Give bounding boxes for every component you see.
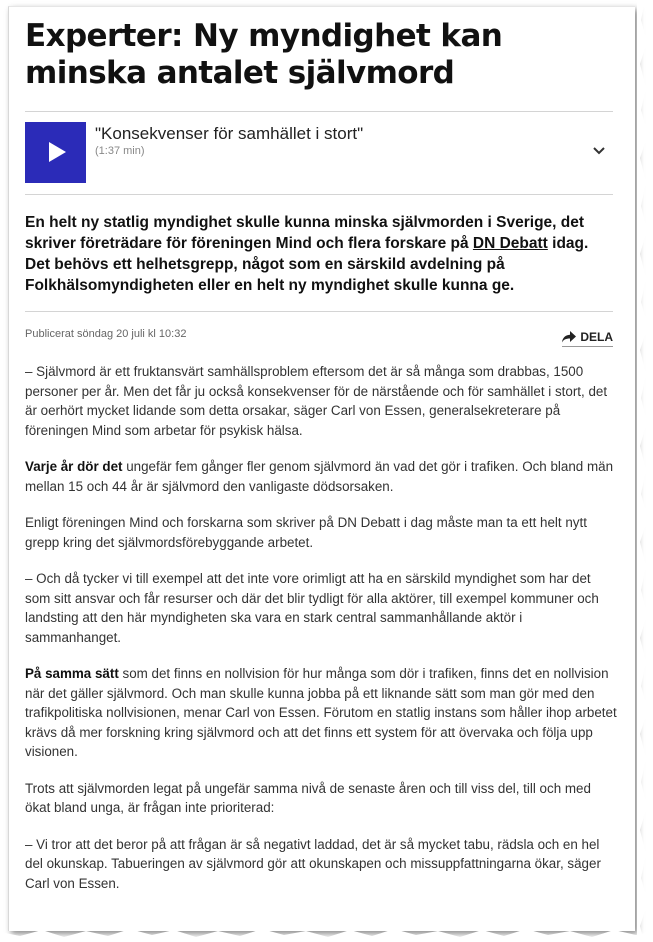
- play-icon: [49, 142, 66, 162]
- article-page: [8, 6, 635, 931]
- paragraph-text: – Självmord är ett fruktansvärt samhällsproblem eftersom det är så många som drabbas, 1500 personer per år. Men det får ju också konsekvenser för de närstående och för samhället i stort, det är oerhört mycket lidande som detta orsakar, säger Carl von Essen, generalsekreterare på föreningen Mind som arbetar för psykisk hälsa.: [25, 364, 608, 438]
- paragraph: [25, 457, 617, 496]
- lead-text-end: idag. Det behövs ett helhetsgrepp, något som en särskild avdelning på Folkhälsomyndigheten eller en helt ny myndighet skulle kunna ge.: [25, 235, 589, 294]
- paragraph: [25, 362, 617, 440]
- article-lead: [25, 212, 613, 296]
- video-duration: (1:37 min): [95, 145, 145, 157]
- article-body: [25, 362, 617, 910]
- paragraph: [25, 835, 617, 894]
- paragraph: [25, 569, 617, 647]
- share-arrow-icon: [562, 331, 576, 343]
- share-label: DELA: [580, 330, 613, 344]
- torn-edge-bottom: [0, 926, 653, 942]
- article-title: Experter: Ny myndighet kan minska antalet självmord: [25, 18, 503, 91]
- paragraph-text: Enligt föreningen Mind och forskarna som skriver på DN Debatt i dag måste man ta ett helt nytt grepp kring det självmordsförebyggande arbetet.: [25, 515, 587, 550]
- torn-edge-right: [637, 0, 651, 942]
- paragraph: [25, 664, 617, 762]
- divider: [25, 311, 613, 312]
- video-title[interactable]: "Konsekvenser för samhället i stort": [95, 124, 364, 143]
- paragraph-lead: Varje år dör det: [25, 459, 123, 474]
- video-player[interactable]: [25, 111, 613, 195]
- paragraph-text: som det finns en nollvision för hur många som dör i trafiken, finns det en nollvision när det gäller självmord. Och man skulle kunna jobba på ett liknande sätt som man gör med den trafikpolitiska nollvisionen, menar Carl von Essen. Förutom en statlig instans som håller ihop arbetet krävs då mer forskning kring självmord och att det finns ett system för att övervaka och följa upp visionen.: [25, 666, 617, 759]
- paragraph-text: ungefär fem gånger fler genom självmord än vad det gör i trafiken. Och bland män mellan 15 och 44 år är självmord den vanligaste dödsorsaken.: [25, 459, 614, 494]
- chevron-down-icon[interactable]: [591, 145, 607, 157]
- paragraph: [25, 513, 617, 552]
- published-date: Publicerat söndag 20 juli kl 10:32: [25, 328, 187, 340]
- paragraph-text: – Och då tycker vi till exempel att det inte vore orimligt att ha en särskild myndighet som har det som sitt ansvar och får resurser och där det blir tydligt för alla aktörer, till exempel kommuner och landsting att den här myndigheten ska vara en stark central sammanhållande aktör i sammanhanget.: [25, 571, 599, 645]
- paragraph-lead: På samma sätt: [25, 666, 119, 681]
- paragraph: [25, 779, 617, 818]
- lead-text-start: En helt ny statlig myndighet skulle kunna minska självmorden i Sverige, det skriver företrädare för föreningen Mind och flera forskare på: [25, 214, 585, 252]
- share-button[interactable]: [562, 329, 613, 347]
- paragraph-text: Trots att självmorden legat på ungefär samma nivå de senaste åren och till viss del, till och med ökat bland unga, är frågan inte prioriterad:: [25, 780, 591, 815]
- dn-debatt-link[interactable]: DN Debatt: [472, 235, 548, 252]
- paragraph-text: – Vi tror att det beror på att frågan är så negativt laddad, det är så mycket tabu, rädsla och en hel del okunskap. Tabueringen av självmord gör att okunskapen och missuppfattningarna ökar, säger Carl von Essen.: [25, 836, 601, 891]
- play-button[interactable]: [25, 122, 86, 183]
